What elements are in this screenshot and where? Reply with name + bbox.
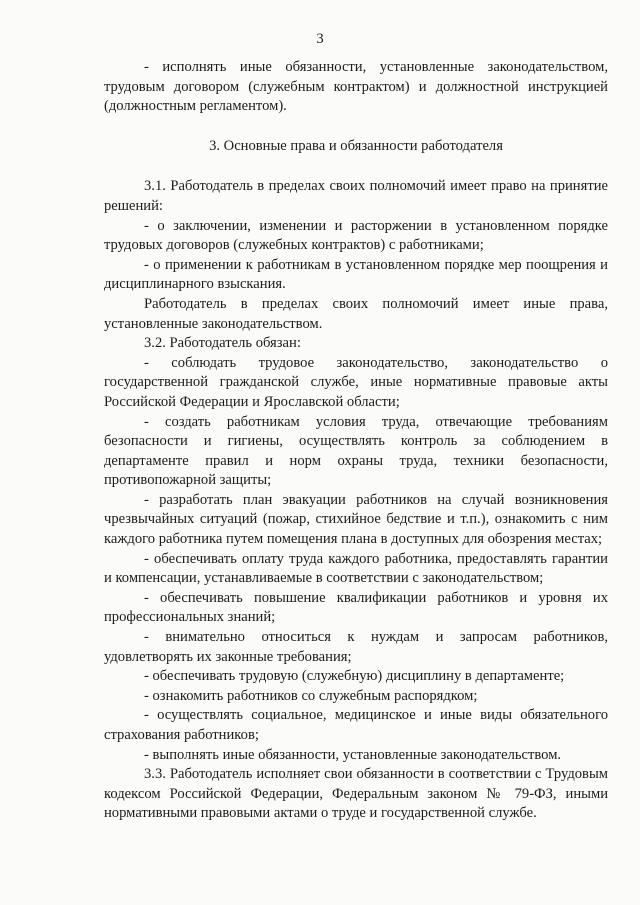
- paragraph-3-1-a: - о заключении, изменении и расторжении в установленном порядке трудовых договоров (служебных контрактов) с работниками;: [104, 217, 608, 254]
- section-heading: 3. Основные права и обязанности работодателя: [209, 137, 503, 154]
- paragraph-3-1-b: - о применении к работникам в установленном порядке мер поощрения и дисциплинарного взыскания.: [104, 256, 608, 293]
- paragraph-3-2-d: - обеспечивать оплату труда каждого работника, предоставлять гарантии и компенсации, устанавливаемые в соответствии с законодательством;: [104, 550, 608, 587]
- page-number: 3: [316, 31, 324, 47]
- paragraph-3-2-e: - обеспечивать повышение квалификации работников и уровня их профессиональных знаний;: [104, 589, 608, 626]
- paragraph-3-2-g: - обеспечивать трудовую (служебную) дисциплину в департаменте;: [144, 668, 565, 685]
- paragraph-top-1: - исполнять иные обязанности, установленные законодательством, трудовым договором (служебным контрактом) и должностной инструкцией (должностным регламентом).: [104, 59, 608, 115]
- paragraph-3-1-other: Работодатель в пределах своих полномочий имеет иные права, установленные законодательством.: [104, 295, 608, 332]
- paragraph-3-2-b: - создать работникам условия труда, отвечающие требованиям безопасности и гигиены, осуществлять контроль за соблюдением в департаменте правил и норм охраны труда, техники безопасности, противопожарной защиты;: [104, 413, 608, 489]
- paragraph-3-1: 3.1. Работодатель в пределах своих полномочий имеет право на принятие решений:: [104, 178, 608, 214]
- paragraph-3-2-j: - выполнять иные обязанности, установленные законодательством.: [144, 746, 562, 763]
- paragraph-3-3: 3.3. Работодатель исполняет свои обязанности в соответствии с Трудовым кодексом Российской Федерации, Федеральным законом № 79-ФЗ, иными нормативными правовыми актами о труде и государственной службе.: [104, 766, 608, 822]
- paragraph-3-2-f: - внимательно относиться к нуждам и запросам работников, удовлетворять их законные требования;: [104, 629, 608, 665]
- paragraph-3-2-i: - осуществлять социальное, медицинское и иные виды обязательного страхования работников;: [104, 707, 608, 743]
- document-body: [104, 58, 608, 824]
- paragraph-3-2-c: - разработать план эвакуации работников на случай возникновения чрезвычайных ситуаций (пожар, стихийное бедствие и т.п.), ознакомить с ним каждого работника путем помещения плана в доступных для обозрения местах;: [104, 491, 608, 548]
- paragraph-3-2: 3.2. Работодатель обязан:: [144, 335, 301, 352]
- paragraph-3-2-h: - ознакомить работников со служебным распорядком;: [144, 687, 478, 704]
- paragraph-3-2-a: - соблюдать трудовое законодательство, законодательство о государственной гражданской службе, иные нормативные правовые акты Российской Федерации и Ярославской области;: [104, 354, 608, 410]
